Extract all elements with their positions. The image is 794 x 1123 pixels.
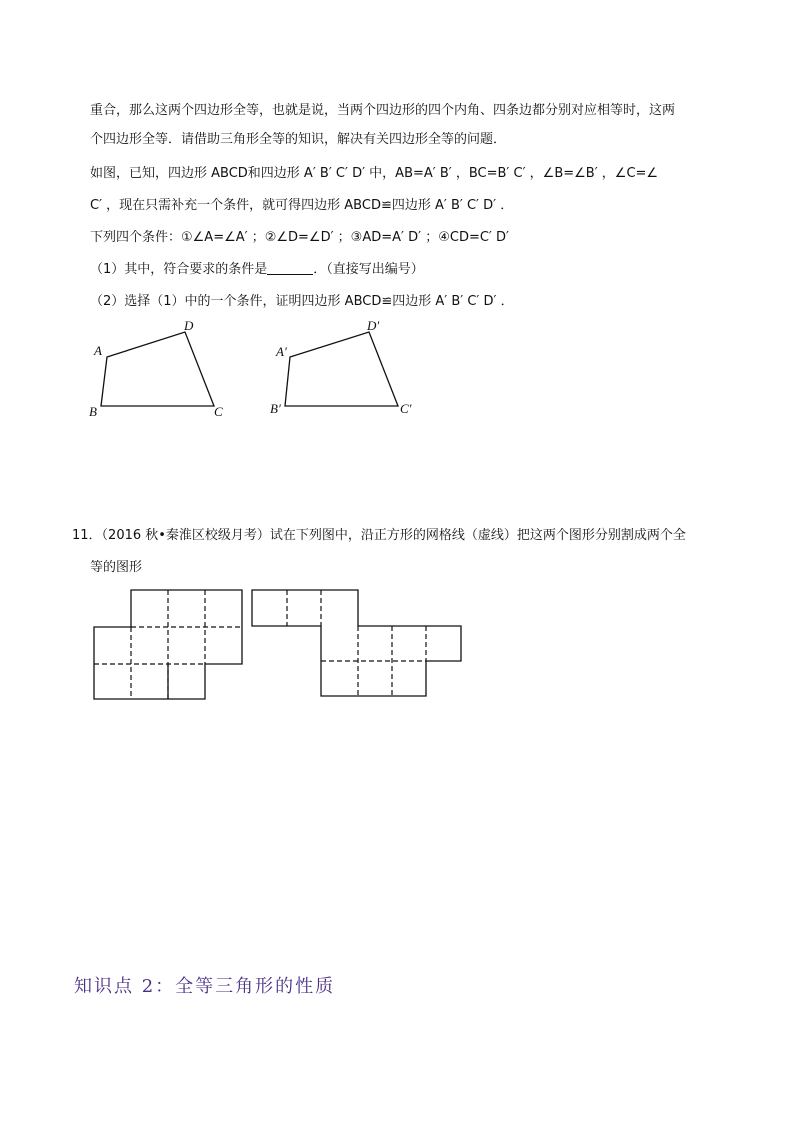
problem10-conditions: 下列四个条件：①∠A=∠A′ ；②∠D=∠D′ ；③AD=A′ D′ ；④CD=C′ D′ xyxy=(90,230,509,245)
question1-prefix: （1）其中，符合要求的条件是 xyxy=(90,262,268,277)
quadrilateral-figure xyxy=(80,312,440,422)
label-d-prime: D′ xyxy=(367,318,380,333)
label-a: A xyxy=(94,343,102,358)
question1-suffix: ．（直接写出编号） xyxy=(313,262,424,277)
label-c-prime: C′ xyxy=(400,401,412,416)
grid-shapes-figure xyxy=(90,586,470,702)
answer-blank[interactable] xyxy=(267,262,313,275)
quadrilateral-abcd-prime xyxy=(270,318,412,416)
problem10-line2: 个四边形全等．请借助三角形全等的知识，解决有关四边形全等的问题． xyxy=(90,132,507,147)
problem10-line1: 重合，那么这两个四边形全等，也就是说，当两个四边形的四个内角、四条边都分别对应相等时，这两 xyxy=(90,103,676,118)
problem10-question1 xyxy=(90,261,424,279)
problem10-line3: 如图，已知，四边形 ABCD和四边形 A′ B′ C′ D′ 中，AB=A′ B′ ，BC=B′ C′ ，∠B=∠B′ ，∠C=∠ xyxy=(90,166,659,181)
problem11-line2: 等的图形 xyxy=(90,560,143,575)
label-a-prime: A′ xyxy=(276,344,287,359)
problem10-question2: （2）选择（1）中的一个条件，证明四边形 ABCD≌四边形 A′ B′ C′ D′ ． xyxy=(90,294,514,309)
label-b: B xyxy=(89,404,97,419)
label-c: C xyxy=(214,404,223,419)
label-d: D xyxy=(184,318,194,333)
section-heading: 知识点 2：全等三角形的性质 xyxy=(74,976,336,997)
grid-shape-right xyxy=(252,590,461,696)
label-b-prime: B′ xyxy=(270,401,281,416)
problem11-line1: 11．（2016 秋•秦淮区校级月考）试在下列图中，沿正方形的网格线（虚线）把这两个图形分别割成两个全 xyxy=(72,528,686,543)
quadrilateral-abcd xyxy=(89,318,223,419)
problem10-line4: C′ ，现在只需补充一个条件，就可得四边形 ABCD≌四边形 A′ B′ C′ D′ ． xyxy=(90,198,514,213)
grid-shape-left xyxy=(94,590,242,699)
